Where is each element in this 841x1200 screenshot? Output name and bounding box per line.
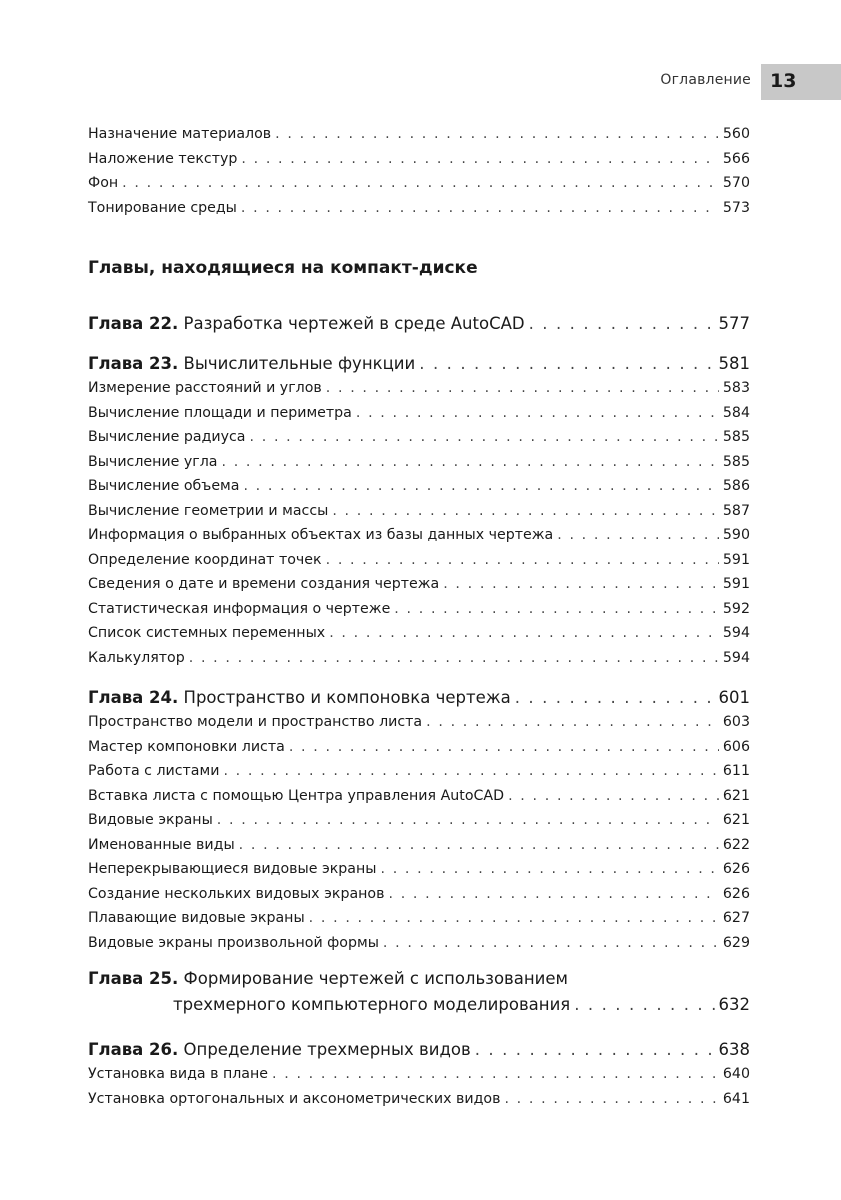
chapter-number: Глава 26. [88, 1040, 179, 1059]
section-heading-rest: находящиеся на компакт-диске [155, 258, 478, 278]
toc-entry-page: 591 [722, 551, 750, 568]
leader-dots [250, 429, 719, 445]
leader-dots [241, 200, 719, 216]
chapter-number: Глава 24. [88, 688, 179, 707]
leader-dots [326, 552, 719, 568]
toc-entry-page: 570 [722, 175, 750, 191]
toc-entry [88, 175, 750, 200]
toc-entry-page: 584 [722, 404, 750, 421]
chapter-entry [88, 688, 750, 714]
toc-entry-title: Определение координат точек [88, 551, 322, 568]
chapter-entry [88, 1040, 750, 1066]
toc-entry-page: 591 [722, 576, 750, 592]
leader-dots [504, 1091, 718, 1107]
toc-entry [88, 405, 750, 430]
chapter-title: Вычислительные функции [178, 354, 416, 373]
chapter-entry [88, 314, 750, 340]
toc-entry-title: Вычисление геометрии и массы [88, 502, 329, 519]
toc-entry-page: 603 [722, 714, 750, 730]
chapter-22-block [88, 314, 750, 340]
leader-dots [443, 576, 719, 592]
leader-dots [326, 380, 719, 396]
toc-entry-page: 621 [722, 787, 750, 804]
toc-entry [88, 601, 750, 626]
toc-entry-page: 611 [722, 763, 750, 779]
toc-entry-title: Создание нескольких видовых экранов [88, 885, 385, 902]
toc-entry [88, 576, 750, 601]
toc-entry-title: Работа с листами [88, 763, 220, 779]
leader-dots [243, 478, 718, 494]
chapter-24-block [88, 688, 750, 959]
chapter-26-block [88, 1040, 750, 1115]
leader-dots [189, 650, 719, 666]
chapter-title: Разработка чертежей в среде AutoCAD [178, 314, 525, 333]
toc-entry [88, 935, 750, 960]
toc-intro-block [88, 126, 750, 224]
toc-entry-title: Вставка листа с помощью Центра управления AutoCAD [88, 787, 505, 804]
leader-dots [475, 1040, 715, 1059]
toc-entry-title: Тонирование среды [88, 199, 237, 216]
running-header-title: Оглавление [660, 72, 751, 88]
toc-entry-page: 629 [722, 934, 750, 951]
toc-entry-page: 585 [722, 429, 750, 445]
section-heading [88, 258, 478, 278]
toc-entry [88, 910, 750, 935]
page-number-tab [761, 64, 841, 100]
toc-entry [88, 650, 750, 675]
chapter-number: Глава 23. [88, 354, 179, 373]
toc-entry [88, 886, 750, 911]
toc-entry [88, 788, 750, 813]
toc-entry-page: 585 [722, 453, 750, 470]
toc-entry [88, 552, 750, 577]
toc-entry-page: 606 [722, 738, 750, 755]
toc-entry-page: 594 [722, 625, 750, 641]
chapter-23-block [88, 354, 750, 674]
toc-entry [88, 380, 750, 405]
toc-entry [88, 812, 750, 837]
toc-entry-title: Установка вида в плане [88, 1066, 269, 1082]
toc-entry-page: 583 [722, 380, 750, 396]
toc-entry [88, 429, 750, 454]
toc-entry [88, 763, 750, 788]
toc-entry-title: Измерение расстояний и углов [88, 380, 322, 396]
toc-entry [88, 625, 750, 650]
leader-dots [557, 527, 719, 543]
toc-entry-title: Сведения о дате и времени создания чертежа [88, 576, 440, 592]
toc-entry-page: 587 [722, 502, 750, 519]
toc-entry-page: 626 [722, 861, 750, 877]
toc-entry [88, 200, 750, 225]
leader-dots [574, 995, 714, 1014]
toc-entry [88, 503, 750, 528]
leader-dots [272, 1066, 719, 1082]
chapter-title-line1: Формирование чертежей с использованием [178, 969, 568, 988]
toc-entry-title: Плавающие видовые экраны [88, 910, 305, 926]
toc-entry-page: 560 [722, 126, 750, 142]
chapter-entry-line2 [88, 995, 750, 1021]
leader-dots [289, 739, 719, 755]
leader-dots [239, 837, 719, 853]
toc-entry-title: Пространство модели и пространство листа [88, 714, 423, 730]
leader-dots [223, 763, 718, 779]
toc-entry-title: Вычисление угла [88, 453, 218, 470]
toc-entry [88, 837, 750, 862]
chapter-entry [88, 354, 750, 380]
leader-dots [332, 503, 719, 519]
leader-dots [388, 886, 718, 902]
leader-dots [419, 354, 714, 373]
toc-entry-title: Наложение текстур [88, 150, 238, 167]
section-heading-bold: Главы, [88, 258, 156, 278]
leader-dots [515, 688, 715, 707]
chapter-number: Глава 25. [88, 969, 179, 988]
toc-entry-title: Вычисление площади и периметра [88, 404, 352, 421]
toc-entry [88, 1091, 750, 1116]
toc-entry-title: Калькулятор [88, 649, 185, 666]
toc-entry-page: 594 [722, 649, 750, 666]
toc-entry-page: 592 [722, 600, 750, 617]
chapter-page: 638 [718, 1040, 750, 1059]
chapter-number: Глава 22. [88, 314, 179, 333]
toc-entry [88, 478, 750, 503]
chapter-page: 577 [718, 314, 750, 333]
chapter-title: Пространство и компоновка чертежа [178, 688, 511, 707]
leader-dots [309, 910, 719, 926]
toc-entry-title: Вычисление объема [88, 478, 240, 494]
chapter-page: 601 [718, 688, 750, 707]
toc-entry-title: Список системных переменных [88, 625, 326, 641]
toc-entry-title: Информация о выбранных объектах из базы данных чертежа [88, 527, 554, 543]
toc-entry-title: Неперекрывающиеся видовые экраны [88, 861, 377, 877]
chapter-entry-line1 [88, 969, 750, 995]
toc-entry-title: Назначение материалов [88, 126, 272, 142]
leader-dots [275, 126, 719, 142]
toc-entry-title: Вычисление радиуса [88, 429, 246, 445]
toc-entry-page: 641 [722, 1090, 750, 1107]
leader-dots [356, 405, 719, 421]
toc-entry [88, 454, 750, 479]
leader-dots [241, 151, 719, 167]
chapter-title: Определение трехмерных видов [178, 1040, 471, 1059]
toc-entry-title: Мастер компоновки листа [88, 738, 285, 755]
toc-entry-page: 622 [722, 836, 750, 853]
toc-entry [88, 739, 750, 764]
leader-dots [383, 935, 719, 951]
toc-entry-page: 590 [722, 527, 750, 543]
toc-entry-page: 640 [722, 1066, 750, 1082]
leader-dots [529, 314, 715, 333]
toc-entry-title: Видовые экраны произвольной формы [88, 934, 379, 951]
toc-entry-page: 573 [722, 199, 750, 216]
leader-dots [217, 812, 719, 828]
toc-entry-title: Именованные виды [88, 836, 235, 853]
leader-dots [380, 861, 718, 877]
leader-dots [508, 788, 719, 804]
toc-entry [88, 861, 750, 886]
chapter-page: 632 [718, 995, 750, 1014]
toc-entry-page: 586 [722, 478, 750, 494]
toc-entry-page: 626 [722, 885, 750, 902]
leader-dots [394, 601, 719, 617]
toc-entry [88, 714, 750, 739]
toc-entry-page: 627 [722, 910, 750, 926]
leader-dots [221, 454, 718, 470]
toc-entry-page: 621 [722, 812, 750, 828]
toc-entry [88, 527, 750, 552]
toc-entry-title: Установка ортогональных и аксонометрических видов [88, 1090, 501, 1107]
chapter-25-block [88, 969, 750, 1021]
toc-entry-title: Видовые экраны [88, 812, 213, 828]
leader-dots [122, 175, 719, 191]
leader-dots [329, 625, 719, 641]
toc-entry [88, 1066, 750, 1091]
toc-entry-title: Статистическая информация о чертеже [88, 600, 391, 617]
toc-entry-title: Фон [88, 175, 119, 191]
chapter-title-line2: трехмерного компьютерного моделирования [173, 995, 571, 1014]
leader-dots [426, 714, 719, 730]
toc-entry [88, 126, 750, 151]
page-number: 13 [770, 70, 797, 92]
toc-entry [88, 151, 750, 176]
toc-entry-page: 566 [722, 150, 750, 167]
chapter-page: 581 [718, 354, 750, 373]
